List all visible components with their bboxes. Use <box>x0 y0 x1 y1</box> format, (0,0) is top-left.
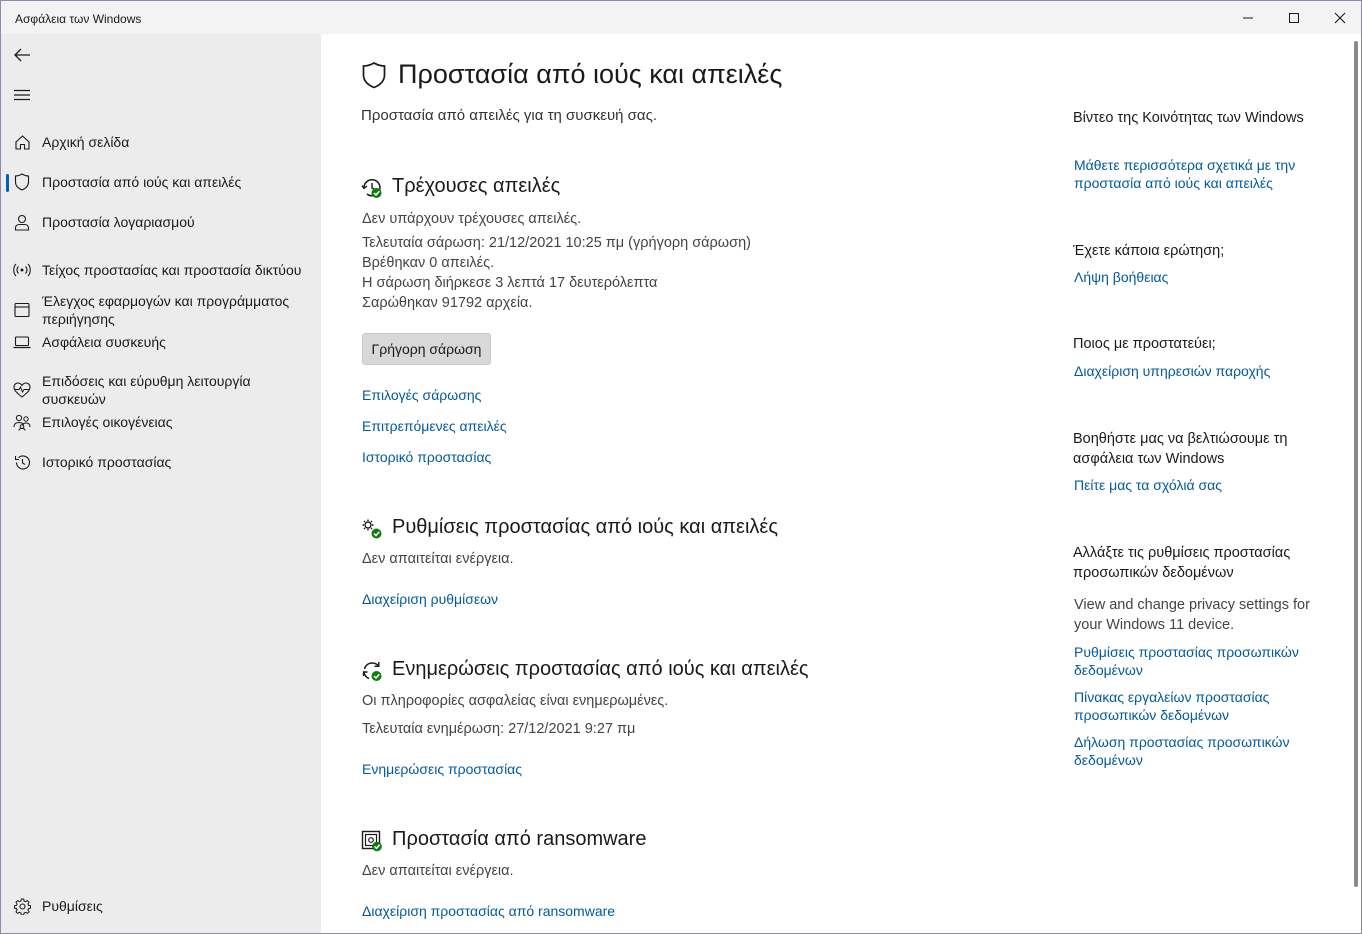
scan-options-link[interactable]: Επιλογές σάρωσης <box>362 387 482 403</box>
get-help-link[interactable]: Λήψη βοήθειας <box>1074 269 1169 285</box>
sidebar-item-label: Προστασία λογαριασμού <box>42 214 195 230</box>
learn-more-link[interactable]: Μάθετε περισσότερα σχετικά με την προστασία από ιούς και απειλές <box>1074 157 1296 191</box>
window-title: Ασφάλεια των Windows <box>15 12 142 26</box>
who-protects-heading: Ποιος με προστατεύει; <box>1073 336 1216 352</box>
updates-status-text: Οι πληροφορίες ασφαλείας είναι ενημερωμένες. <box>362 693 669 709</box>
sidebar-item-label: Επιλογές οικογένειας <box>42 414 173 430</box>
files-scanned-text: Σαρώθηκαν 91792 αρχεία. <box>362 295 533 311</box>
community-videos-heading: Βίντεο της Κοινότητας των Windows <box>1073 110 1304 126</box>
minimize-icon <box>1242 12 1254 24</box>
heart-icon <box>13 381 31 399</box>
settings-gears-icon <box>361 518 383 540</box>
protection-updates-link[interactable]: Ενημερώσεις προστασίας <box>362 761 523 777</box>
section-title-settings: Ρυθμίσεις προστασίας από ιούς και απειλές <box>392 516 778 538</box>
improve-heading: Βοηθήστε μας να βελτιώσουμε τη ασφάλεια των Windows <box>1073 431 1288 467</box>
privacy-dashboard-link[interactable]: Πίνακας εργαλείων προστασίας προσωπικών δεδομένων <box>1074 689 1270 723</box>
sidebar-item-home[interactable] <box>5 132 315 152</box>
no-threats-text: Δεν υπάρχουν τρέχουσες απειλές. <box>362 211 582 227</box>
sidebar-item-performance[interactable] <box>5 372 315 408</box>
maximize-button[interactable] <box>1271 1 1317 34</box>
page-subtitle: Προστασία από απειλές για τη συσκευή σας. <box>361 107 657 124</box>
minimize-button[interactable] <box>1225 1 1271 34</box>
sidebar-item-firewall[interactable] <box>5 252 315 288</box>
protection-history-link[interactable]: Ιστορικό προστασίας <box>362 449 492 465</box>
update-icon <box>361 660 383 682</box>
sidebar-item-label: Προστασία από ιούς και απειλές <box>42 174 242 190</box>
page-title: Προστασία από ιούς και απειλές <box>398 59 783 89</box>
sidebar-item-family[interactable] <box>5 412 315 432</box>
browser-icon <box>13 301 31 319</box>
section-title-updates: Ενημερώσεις προστασίας από ιούς και απειλές <box>392 658 809 680</box>
section-title-current-threats: Τρέχουσες απειλές <box>392 175 561 197</box>
sidebar-item-settings[interactable] <box>5 896 315 916</box>
scrollbar[interactable] <box>1354 41 1358 887</box>
sidebar <box>1 34 321 934</box>
sidebar-item-label: Επιδόσεις και εύρυθμη λειτουργία συσκευών <box>42 373 251 407</box>
sidebar-item-label: Ιστορικό προστασίας <box>42 454 172 470</box>
title-bar <box>1 1 1361 34</box>
sidebar-item-device-security[interactable] <box>5 332 315 352</box>
sidebar-item-label: Έλεγχος εφαρμογών και προγράμματος περιήγησης <box>42 293 290 327</box>
sidebar-item-virus-protection[interactable] <box>5 172 315 192</box>
scan-duration-text: Η σάρωση διήρκεσε 3 λεπτά 17 δευτερόλεπτα <box>362 275 658 291</box>
back-arrow-icon <box>13 47 31 63</box>
family-icon <box>13 413 31 431</box>
close-icon <box>1334 12 1346 24</box>
maximize-icon <box>1288 12 1300 24</box>
privacy-statement-link[interactable]: Δήλωση προστασίας προσωπικών δεδομένων <box>1074 734 1290 768</box>
sidebar-item-label: Αρχική σελίδα <box>42 134 130 150</box>
shield-icon <box>13 173 31 191</box>
feedback-link[interactable]: Πείτε μας τα σχόλιά σας <box>1074 477 1222 493</box>
manage-settings-link[interactable]: Διαχείριση ρυθμίσεων <box>362 591 499 607</box>
question-heading: Έχετε κάποια ερώτηση; <box>1073 243 1225 259</box>
allowed-threats-link[interactable]: Επιτρεπόμενες απειλές <box>362 418 507 434</box>
settings-status-text: Δεν απαιτείται ενέργεια. <box>362 551 514 567</box>
close-button[interactable] <box>1317 1 1362 34</box>
sidebar-item-history[interactable] <box>5 452 315 472</box>
hamburger-icon <box>14 89 30 101</box>
back-button[interactable] <box>9 42 35 68</box>
sidebar-item-label: Τείχος προστασίας και προστασία δικτύου <box>42 262 302 278</box>
ransomware-icon <box>361 830 383 852</box>
home-icon <box>13 133 31 151</box>
manage-ransomware-link[interactable]: Διαχείριση προστασίας από ransomware <box>362 903 616 919</box>
sidebar-item-account[interactable] <box>5 212 315 232</box>
threat-scan-icon <box>361 177 383 199</box>
quick-scan-button[interactable]: Γρήγορη σάρωση <box>362 333 491 365</box>
privacy-description: View and change privacy settings for your Windows 11 device. <box>1074 597 1310 633</box>
gear-icon <box>13 897 31 915</box>
last-update-text: Τελευταία ενημέρωση: 27/12/2021 9:27 πμ <box>362 721 636 737</box>
person-icon <box>13 213 31 231</box>
last-scan-text: Τελευταία σάρωση: 21/12/2021 10:25 πμ (γρήγορη σάρωση) <box>362 235 751 251</box>
manage-providers-link[interactable]: Διαχείριση υπηρεσιών παροχής <box>1074 363 1271 379</box>
ransomware-status-text: Δεν απαιτείται ενέργεια. <box>362 863 514 879</box>
shield-icon <box>361 61 387 89</box>
section-title-ransomware: Προστασία από ransomware <box>392 828 647 850</box>
network-icon <box>13 261 31 279</box>
menu-button[interactable] <box>9 82 35 108</box>
sidebar-item-label: Ασφάλεια συσκευής <box>42 334 166 350</box>
threats-found-text: Βρέθηκαν 0 απειλές. <box>362 255 495 271</box>
laptop-icon <box>13 333 31 351</box>
main-content <box>321 34 1346 934</box>
privacy-settings-link[interactable]: Ρυθμίσεις προστασίας προσωπικών δεδομένων <box>1074 644 1299 678</box>
history-icon <box>13 453 31 471</box>
settings-label: Ρυθμίσεις <box>42 898 103 914</box>
privacy-heading: Αλλάξτε τις ρυθμίσεις προστασίας προσωπικών δεδομένων <box>1073 545 1291 581</box>
sidebar-item-app-browser[interactable] <box>5 292 315 328</box>
